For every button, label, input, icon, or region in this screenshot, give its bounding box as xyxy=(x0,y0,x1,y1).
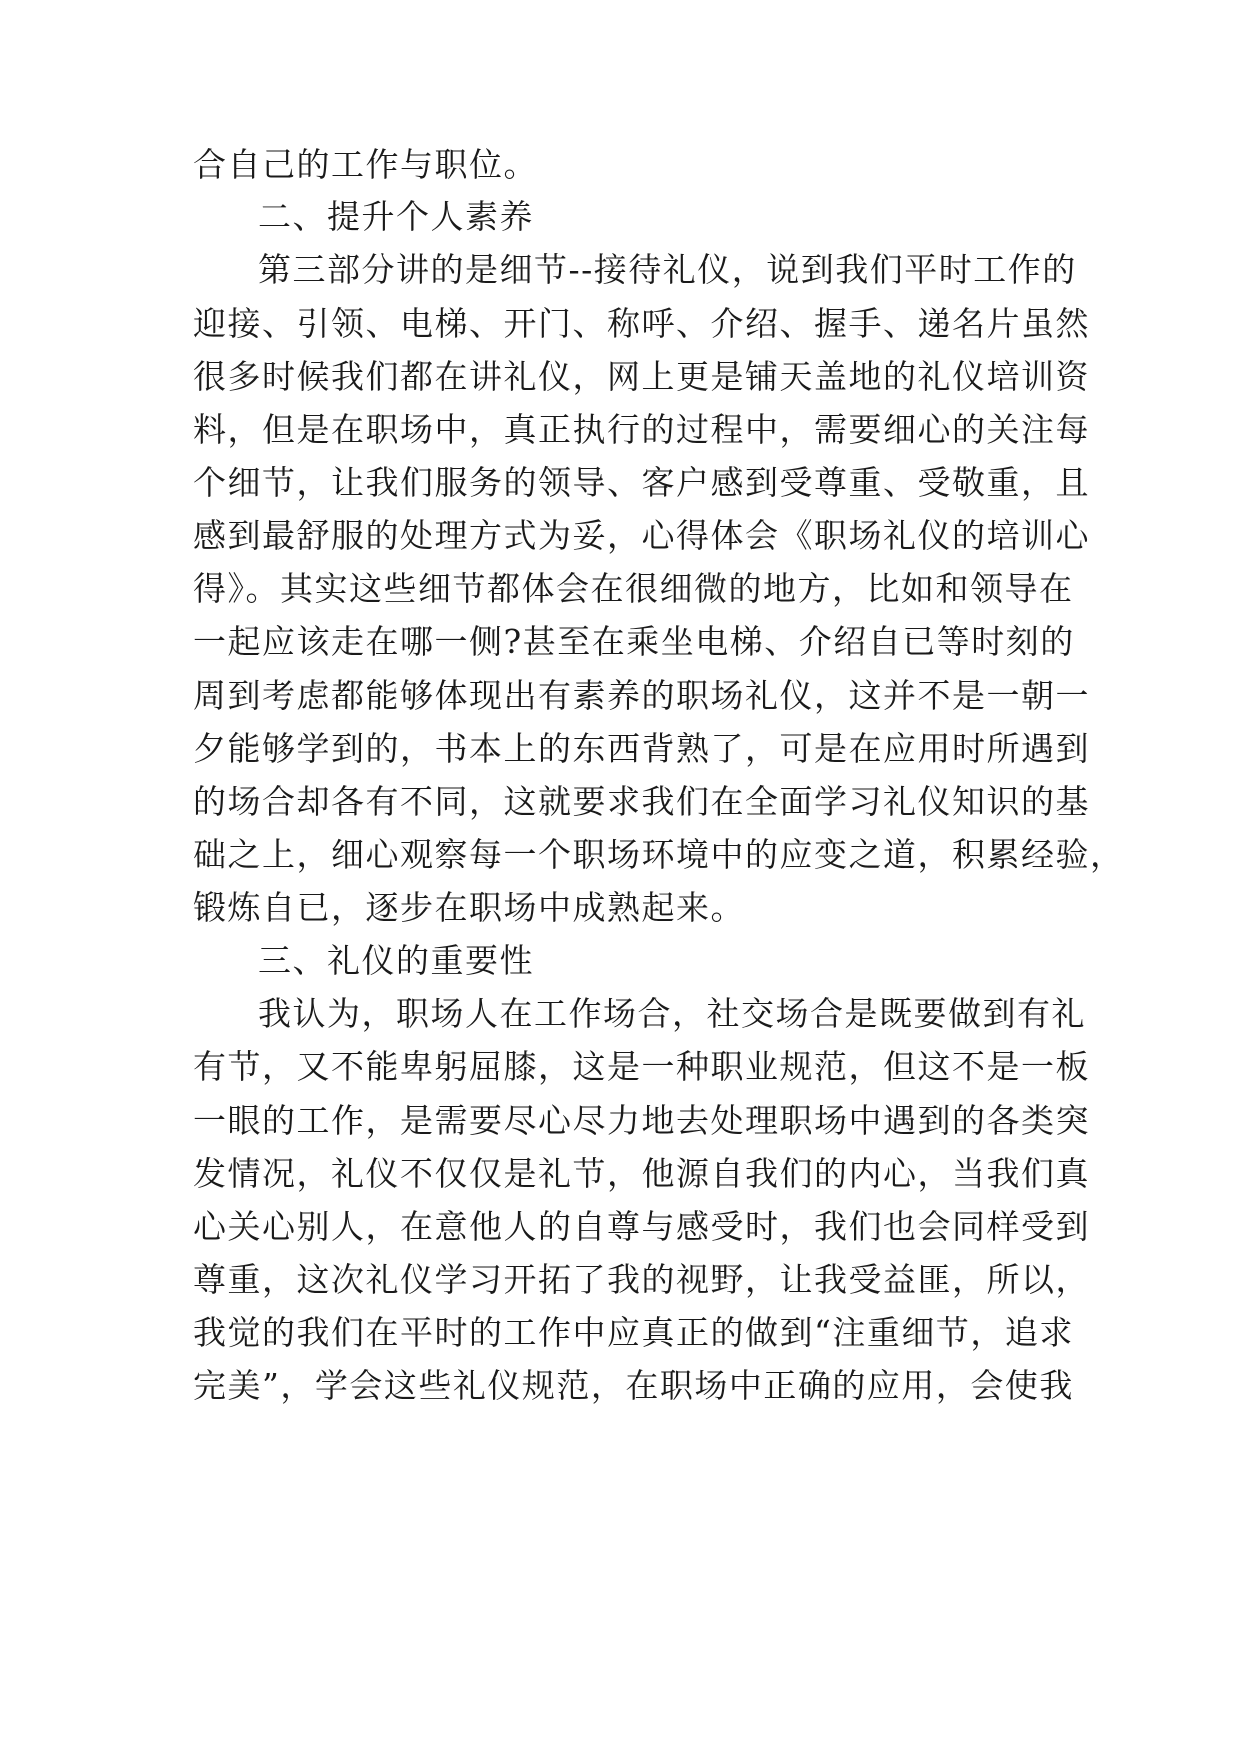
text-line: 一眼的工作，是需要尽心尽力地去处理职场中遇到的各类突 xyxy=(193,1101,1090,1140)
text-line: 很多时候我们都在讲礼仪，网上更是铺天盖地的礼仪培训资 xyxy=(193,357,1090,396)
text-line: 第三部分讲的是细节--接待礼仪，说到我们平时工作的 xyxy=(258,250,1077,289)
text-line: 尊重，这次礼仪学习开拓了我的视野，让我受益匪，所以， xyxy=(193,1260,1090,1299)
text-line: 锻炼自已，逐步在职场中成熟起来。 xyxy=(193,888,745,927)
text-line: 周到考虑都能够体现出有素养的职场礼仪，这并不是一朝一 xyxy=(193,676,1090,715)
text-line: 迎接、引领、电梯、开门、称呼、介绍、握手、递名片虽然 xyxy=(193,304,1090,343)
text-line: 得》。其实这些细节都体会在很细微的地方，比如和领导在 xyxy=(193,569,1074,608)
text-line: 一起应该走在哪一侧?甚至在乘坐电梯、介绍自已等时刻的 xyxy=(193,622,1075,661)
text-line: 感到最舒服的处理方式为妥，心得体会《职场礼仪的培训心 xyxy=(193,516,1090,555)
text-line: 我认为，职场人在工作场合，社交场合是既要做到有礼 xyxy=(258,994,1086,1033)
text-line: 的场合却各有不同，这就要求我们在全面学习礼仪知识的基 xyxy=(193,782,1090,821)
text-line: 料，但是在职场中，真正执行的过程中，需要细心的关注每 xyxy=(193,410,1090,449)
text-line: 有节，又不能卑躬屈膝，这是一种职业规范，但这不是一板 xyxy=(193,1047,1090,1086)
section-heading: 二、提升个人素养 xyxy=(258,197,534,236)
section-heading: 三、礼仪的重要性 xyxy=(258,941,534,980)
text-line: 础之上，细心观察每一个职场环境中的应变之道，积累经验， xyxy=(193,835,1125,874)
text-line: 我觉的我们在平时的工作中应真正的做到“注重细节，追求 xyxy=(193,1313,1074,1352)
text-line: 发情况，礼仪不仅仅是礼节，他源自我们的内心，当我们真 xyxy=(193,1154,1090,1193)
text-line: 心关心别人，在意他人的自尊与感受时，我们也会同样受到 xyxy=(193,1207,1090,1246)
text-line: 合自己的工作与职位。 xyxy=(193,145,538,184)
text-line: 个细节，让我们服务的领导、客户感到受尊重、受敬重，且 xyxy=(193,463,1090,502)
text-line: 夕能够学到的，书本上的东西背熟了，可是在应用时所遇到 xyxy=(193,729,1090,768)
text-line: 完美”，学会这些礼仪规范，在职场中正确的应用，会使我 xyxy=(193,1366,1074,1405)
